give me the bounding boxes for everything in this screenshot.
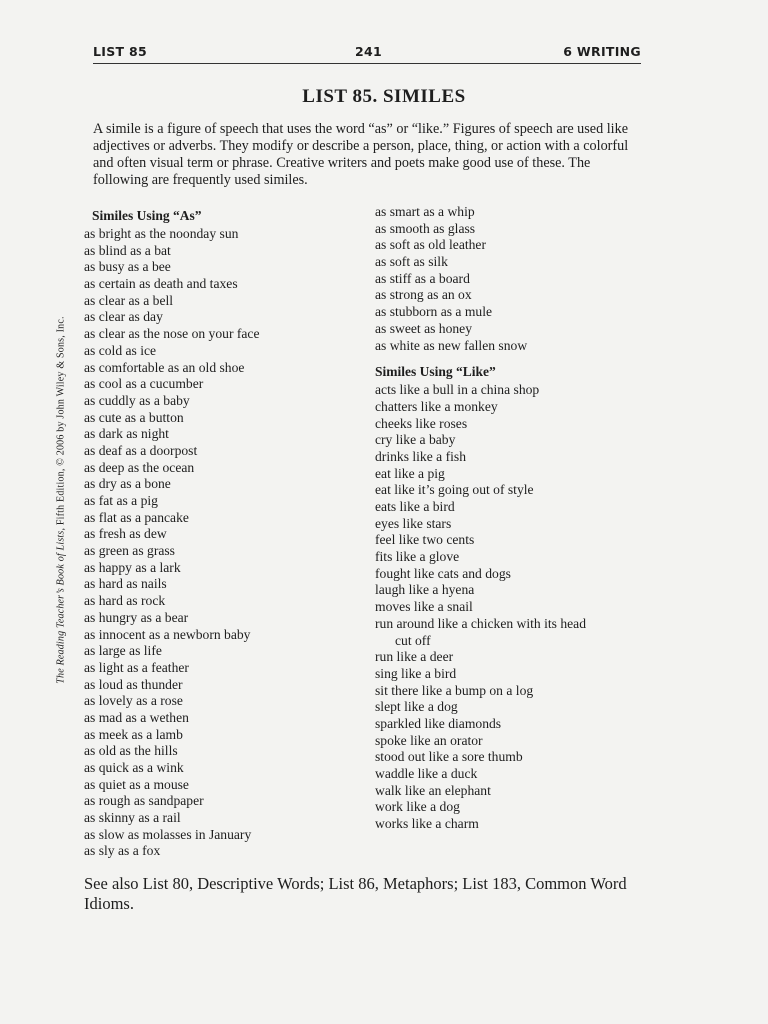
simile-item: as dark as night [84, 426, 169, 442]
intro-paragraph: A simile is a figure of speech that uses the word “as” or “like.” Figures of speech are used like adjectives or adverbs. They modify or describe a person, place, thing, or action with a colorful and often visual term or phrase. Creative writers and poets make good use of these. The following are frequently used similes. [93, 121, 629, 188]
header-divider [93, 63, 641, 64]
simile-item: as rough as sandpaper [84, 793, 204, 809]
simile-item: as flat as a pancake [84, 509, 189, 525]
right-column [375, 204, 647, 833]
simile-item: fought like cats and dogs [375, 565, 511, 581]
header-list-label: LIST 85 [93, 44, 147, 59]
simile-item: run like a deer [375, 649, 454, 665]
simile-item: as smart as a whip [375, 204, 475, 219]
simile-item: stood out like a sore thumb [375, 749, 523, 765]
simile-item: as innocent as a newborn baby [84, 626, 251, 642]
simile-item: as slow as molasses in January [84, 826, 252, 842]
simile-item: as old as the hills [84, 743, 178, 759]
see-also-note: See also List 80, Descriptive Words; List 86, Metaphors; List 183, Common Word Idioms. [84, 874, 627, 913]
simile-item: moves like a snail [375, 599, 473, 615]
simile-item: as cute as a button [84, 409, 184, 425]
copyright-line [56, 316, 67, 683]
page-title: LIST 85. SIMILES [302, 86, 466, 107]
simile-item: as soft as silk [375, 254, 448, 270]
simile-item: drinks like a fish [375, 448, 466, 464]
simile-item: slept like a dog [375, 699, 458, 715]
simile-item: as comfortable as an old shoe [84, 359, 245, 375]
simile-item: laugh like a hyena [375, 582, 475, 598]
simile-item: cut off [395, 632, 431, 648]
simile-item: as hungry as a bear [84, 609, 189, 625]
simile-item: as busy as a bee [84, 259, 171, 275]
simile-item: as green as grass [84, 543, 175, 559]
simile-item: eats like a bird [375, 499, 455, 514]
page-number: 241 [355, 44, 382, 59]
simile-item: feel like two cents [375, 532, 475, 548]
simile-item: as quiet as a mouse [84, 776, 189, 792]
simile-item: sparkled like diamonds [375, 715, 502, 731]
running-header [93, 44, 641, 62]
simile-item: as mad as a wethen [84, 709, 189, 725]
simile-item: as bright as the noonday sun [84, 226, 239, 241]
simile-item: as cuddly as a baby [84, 392, 190, 408]
simile-item: as soft as old leather [375, 237, 486, 253]
copyright-text: , Fifth Edition, © 2006 by John Wiley & Sons, Inc. [55, 316, 67, 531]
simile-item: as sly as a fox [84, 843, 161, 859]
simile-item: as hard as rock [84, 593, 166, 609]
simile-item: as lovely as a rose [84, 693, 183, 709]
simile-item: as meek as a lamb [84, 726, 183, 742]
simile-item: chatters like a monkey [375, 398, 498, 414]
simile-item: as cold as ice [84, 342, 157, 358]
simile-item: as dry as a bone [84, 476, 171, 492]
simile-item: as strong as an ox [375, 287, 472, 303]
simile-item: as white as new fallen snow [375, 337, 528, 353]
simile-item: eyes like stars [375, 515, 452, 531]
simile-item: as smooth as glass [375, 220, 476, 236]
as-similes-list [84, 226, 374, 860]
simile-item: as fresh as dew [84, 526, 167, 542]
simile-item: walk like an elephant [375, 782, 491, 798]
simile-item: as light as a feather [84, 659, 189, 675]
simile-item: as sweet as honey [375, 320, 473, 336]
simile-item: as certain as death and taxes [84, 276, 238, 292]
simile-item: sing like a bird [375, 665, 457, 681]
simile-item: as clear as a bell [84, 292, 174, 308]
simile-item: as cool as a cucumber [84, 376, 204, 392]
simile-item: works like a charm [375, 816, 479, 832]
simile-item: as quick as a wink [84, 760, 184, 775]
book-title: The Reading Teacher’s Book of Lists [55, 530, 67, 684]
as-similes-heading: Similes Using “As” [92, 208, 202, 223]
simile-item: as clear as day [84, 309, 163, 325]
like-similes-list [375, 382, 647, 833]
simile-item: as hard as nails [84, 576, 167, 592]
simile-item: waddle like a duck [375, 766, 478, 781]
simile-item: eat like a pig [375, 465, 445, 481]
simile-item: cry like a baby [375, 432, 456, 448]
simile-item: sit there like a bump on a log [375, 682, 534, 698]
simile-item: as blind as a bat [84, 242, 171, 258]
simile-item: as stiff as a board [375, 270, 470, 286]
simile-item: as large as life [84, 643, 162, 659]
simile-item: as fat as a pig [84, 493, 158, 508]
simile-item: as deaf as a doorpost [84, 442, 198, 458]
as-similes-list-continued [375, 204, 647, 354]
simile-item: cheeks like roses [375, 415, 468, 431]
simile-item: as skinny as a rail [84, 810, 181, 826]
header-chapter-label: 6 WRITING [563, 44, 641, 59]
like-similes-heading: Similes Using “Like” [375, 364, 496, 380]
left-column [84, 205, 374, 860]
simile-item: run around like a chicken with its head [375, 615, 587, 631]
simile-item: as happy as a lark [84, 559, 181, 575]
simile-item: as clear as the nose on your face [84, 326, 260, 342]
simile-item: work like a dog [375, 799, 460, 815]
simile-item: as loud as thunder [84, 676, 183, 692]
simile-item: as deep as the ocean [84, 459, 195, 475]
simile-item: spoke like an orator [375, 732, 483, 748]
simile-item: fits like a glove [375, 549, 460, 565]
simile-item: eat like it’s going out of style [375, 482, 534, 498]
simile-item: as stubborn as a mule [375, 304, 493, 320]
simile-item: acts like a bull in a china shop [375, 382, 540, 398]
